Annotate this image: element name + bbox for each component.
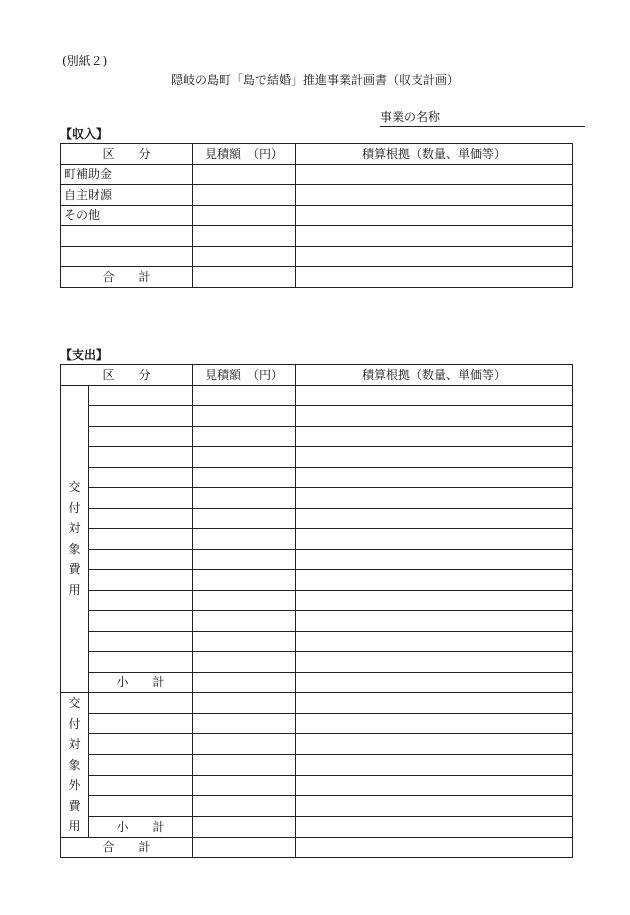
table-row: [61, 447, 573, 468]
item-cell[interactable]: [89, 796, 193, 817]
estimate-cell[interactable]: [193, 570, 296, 591]
item-cell[interactable]: [89, 611, 193, 632]
table-row: [61, 693, 573, 714]
estimate-cell[interactable]: [193, 508, 296, 529]
table-row: [61, 508, 573, 529]
basis-cell[interactable]: [296, 734, 573, 755]
estimate-cell[interactable]: [193, 816, 296, 837]
estimate-cell[interactable]: [193, 406, 296, 427]
estimate-cell[interactable]: [193, 205, 296, 226]
table-row: [61, 529, 573, 550]
income-table: [60, 143, 573, 288]
expense-total-label: 合 計: [61, 837, 193, 858]
basis-cell[interactable]: [296, 796, 573, 817]
estimate-cell[interactable]: [193, 837, 296, 858]
basis-cell[interactable]: [296, 672, 573, 693]
item-cell[interactable]: [89, 590, 193, 611]
table-row: [61, 549, 573, 570]
item-cell[interactable]: [89, 775, 193, 796]
estimate-cell[interactable]: [193, 631, 296, 652]
estimate-cell[interactable]: [193, 734, 296, 755]
project-name-field[interactable]: 事業の名称: [380, 108, 585, 127]
table-row: [61, 713, 573, 734]
item-cell[interactable]: [89, 693, 193, 714]
table-row: [61, 185, 573, 206]
basis-cell[interactable]: [296, 226, 573, 247]
table-row: [61, 652, 573, 673]
item-cell[interactable]: [89, 713, 193, 734]
estimate-cell[interactable]: [193, 672, 296, 693]
estimate-cell[interactable]: [193, 693, 296, 714]
income-total-label: 合 計: [61, 267, 193, 288]
income-item-label: その他: [61, 205, 193, 226]
estimate-cell[interactable]: [193, 488, 296, 509]
basis-cell[interactable]: [296, 693, 573, 714]
item-cell[interactable]: [89, 549, 193, 570]
estimate-cell[interactable]: [193, 226, 296, 247]
eligible-subtotal-label: 小 計: [89, 672, 193, 693]
appendix-label: (別紙２): [62, 54, 108, 68]
item-cell[interactable]: [89, 488, 193, 509]
estimate-cell[interactable]: [193, 796, 296, 817]
table-row: [61, 205, 573, 226]
table-row: [61, 385, 573, 406]
basis-cell[interactable]: [296, 246, 573, 267]
table-row: [61, 226, 573, 247]
table-row: [61, 611, 573, 632]
estimate-cell[interactable]: [193, 164, 296, 185]
header-basis: 積算根拠（数量、単価等）: [296, 365, 573, 386]
expense-section-label: 【支出】: [60, 348, 109, 362]
basis-cell[interactable]: [296, 267, 573, 288]
total-row: [61, 837, 573, 858]
item-cell[interactable]: [89, 426, 193, 447]
basis-cell[interactable]: [296, 185, 573, 206]
table-row: [61, 775, 573, 796]
basis-cell[interactable]: [296, 611, 573, 632]
table-row: [61, 467, 573, 488]
item-cell[interactable]: [89, 508, 193, 529]
estimate-cell[interactable]: [193, 754, 296, 775]
estimate-cell[interactable]: [193, 652, 296, 673]
item-cell[interactable]: [89, 467, 193, 488]
category-cell[interactable]: [61, 246, 193, 267]
basis-cell[interactable]: [296, 467, 573, 488]
estimate-cell[interactable]: [193, 590, 296, 611]
estimate-cell[interactable]: [193, 426, 296, 447]
item-cell[interactable]: [89, 406, 193, 427]
subtotal-row: [61, 816, 573, 837]
table-row: [61, 246, 573, 267]
estimate-cell[interactable]: [193, 467, 296, 488]
estimate-cell[interactable]: [193, 185, 296, 206]
document-title: 隠岐の島町「島で結婚」推進事業計画書（収支計画）: [170, 73, 459, 87]
header-estimate: 見積額 （円）: [193, 144, 296, 165]
item-cell[interactable]: [89, 447, 193, 468]
income-item-label: 自主財源: [61, 185, 193, 206]
basis-cell[interactable]: [296, 549, 573, 570]
basis-cell[interactable]: [296, 426, 573, 447]
table-row: [61, 631, 573, 652]
basis-cell[interactable]: [296, 447, 573, 468]
estimate-cell[interactable]: [193, 775, 296, 796]
estimate-cell[interactable]: [193, 611, 296, 632]
table-row: [61, 796, 573, 817]
basis-cell[interactable]: [296, 508, 573, 529]
total-row: [61, 267, 573, 288]
header-basis: 積算根拠（数量、単価等）: [296, 144, 573, 165]
header-category: 区 分: [61, 144, 193, 165]
item-cell[interactable]: [89, 570, 193, 591]
estimate-cell[interactable]: [193, 267, 296, 288]
item-cell[interactable]: [89, 529, 193, 550]
item-cell[interactable]: [89, 631, 193, 652]
table-row: [61, 734, 573, 755]
basis-cell[interactable]: [296, 205, 573, 226]
table-row: [61, 164, 573, 185]
basis-cell[interactable]: [296, 406, 573, 427]
basis-cell[interactable]: [296, 816, 573, 837]
item-cell[interactable]: [89, 385, 193, 406]
item-cell[interactable]: [89, 754, 193, 775]
table-row: [61, 590, 573, 611]
basis-cell[interactable]: [296, 488, 573, 509]
table-row: [61, 406, 573, 427]
table-header-row: [61, 144, 573, 165]
basis-cell[interactable]: [296, 775, 573, 796]
estimate-cell[interactable]: [193, 549, 296, 570]
estimate-cell[interactable]: [193, 447, 296, 468]
income-item-label: 町補助金: [61, 164, 193, 185]
basis-cell[interactable]: [296, 164, 573, 185]
header-estimate: 見積額 （円）: [193, 365, 296, 386]
basis-cell[interactable]: [296, 837, 573, 858]
table-header-row: [61, 365, 573, 386]
estimate-cell[interactable]: [193, 385, 296, 406]
basis-cell[interactable]: [296, 713, 573, 734]
income-section-label: 【収入】: [60, 127, 109, 141]
header-category: 区 分: [61, 365, 193, 386]
table-row: [61, 754, 573, 775]
item-cell[interactable]: [89, 652, 193, 673]
table-row: [61, 426, 573, 447]
table-row: [61, 488, 573, 509]
eligible-expenses-label: 交 付 対 象 費 用: [61, 385, 89, 693]
expense-table: [60, 364, 573, 858]
basis-cell[interactable]: [296, 529, 573, 550]
category-cell[interactable]: [61, 226, 193, 247]
ineligible-expenses-label: 交 付 対 象 外 費 用: [61, 693, 89, 838]
estimate-cell[interactable]: [193, 246, 296, 267]
estimate-cell[interactable]: [193, 713, 296, 734]
item-cell[interactable]: [89, 734, 193, 755]
table-row: [61, 570, 573, 591]
ineligible-subtotal-label: 小 計: [89, 816, 193, 837]
basis-cell[interactable]: [296, 385, 573, 406]
basis-cell[interactable]: [296, 631, 573, 652]
basis-cell[interactable]: [296, 590, 573, 611]
subtotal-row: [61, 672, 573, 693]
basis-cell[interactable]: [296, 754, 573, 775]
basis-cell[interactable]: [296, 570, 573, 591]
basis-cell[interactable]: [296, 652, 573, 673]
estimate-cell[interactable]: [193, 529, 296, 550]
